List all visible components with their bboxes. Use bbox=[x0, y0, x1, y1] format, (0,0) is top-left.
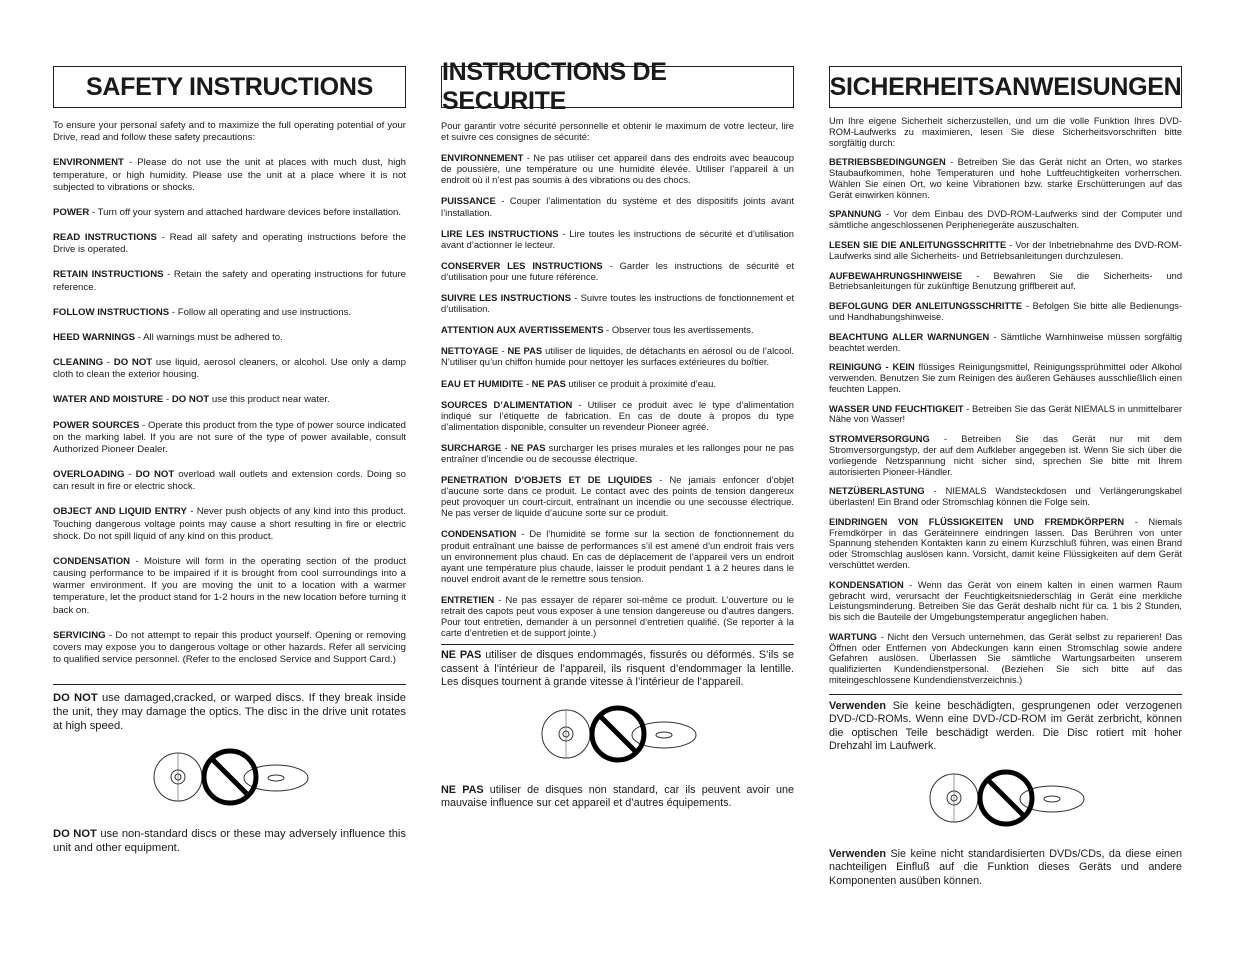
item-heading: CONSERVER LES INSTRUCTIONS bbox=[441, 259, 603, 271]
instruction-item: WARTUNG - Nicht den Versuch unternehmen, das Gerät selbst zu reparieren! Das Öffnen oder Entfernen von Abdeckungen kann einen Stromschlag sowie andere Gefahren auslösen. Überlassen Sie sämtliche Wartungsarbeiten unserem qualifizierten Kundendienstpersonal. (Beziehen Sie sich bitte auf das miteingeschlossene Kundendienstverzeichnis.) bbox=[829, 631, 1182, 686]
intro-text: To ensure your personal safety and to maximize the full operating potential of your Drive, read and follow these safety precautions: bbox=[53, 120, 406, 144]
instruction-item: HEED WARNINGS - All warnings must be adhered to. bbox=[53, 331, 283, 343]
title-box bbox=[829, 66, 1182, 108]
item-heading: WASSER UND FEUCHTIGKEIT bbox=[829, 403, 964, 414]
instruction-item: SOURCES D’ALIMENTATION - Utiliser ce produit avec le type d’alimentation indiqué sur l’étiquette de fabrication. En cas de doute à propos du type d’alimentation disponible, consulter un revendeur Pioneer agréé. bbox=[441, 398, 794, 432]
instruction-item: ENTRETIEN - Ne pas essayer de réparer soi-même ce produit. L’ouverture ou le retrait des capots peut vous exposer à une tension dangereuse ou d’autres dangers. Pour tout entretien, demander à un personnel d’entretien qualifié. (Se reporter à la carte d’entretien et de support jointe.) bbox=[441, 593, 794, 639]
item-heading: STROMVERSORGUNG bbox=[829, 434, 930, 445]
column-french bbox=[441, 58, 794, 811]
divider bbox=[53, 684, 406, 685]
instruction-body bbox=[829, 116, 1182, 686]
item-heading: HEED WARNINGS bbox=[53, 331, 136, 343]
item-heading: LESEN SIE DIE ANLEITUNGSSCHRITTE bbox=[829, 240, 1007, 251]
instruction-item: AUFBEWAHRUNGSHINWEISE - Bewahren Sie die Sicherheits- und Betriebsanleitungen für zukünftige Benutzung griffbereit auf. bbox=[829, 270, 1182, 292]
instruction-item: READ INSTRUCTIONS - Read all safety and operating instructions before the Drive is operated. bbox=[53, 232, 406, 256]
item-heading: SURCHARGE bbox=[441, 441, 502, 453]
instruction-item: KONDENSATION - Wenn das Gerät von einem kalten in einen warmen Raum gebracht wird, verursacht der Feuchtigkeitsniederschlag in Gerät eine merkliche Leistungsminderung. Betreiben Sie das Gerät deshalb nicht für ca. 1 bis 2 Stunden, bis sich die Bauteile der Umgebungstemperatur angeglichen haben. bbox=[829, 579, 1182, 623]
item-heading: AUFBEWAHRUNGSHINWEISE bbox=[829, 270, 963, 281]
no-damaged-disc-icon bbox=[150, 747, 310, 809]
disc-warning-nonstandard: NE PAS utiliser de disques non standard, car ils peuvent avoir une mauvaise influence sur cet appareil et d’autres équipements. bbox=[441, 783, 794, 810]
page-title: SICHERHEITSANWEISUNGEN bbox=[829, 72, 1182, 101]
instruction-item: RETAIN INSTRUCTIONS - Retain the safety and operating instructions for future reference. bbox=[53, 269, 406, 293]
disc-warning-damaged: Verwenden Sie keine beschädigten, gesprungenen oder verzogenen DVD-/CD-ROMs. Wenn eine DVD-/CD-ROM im Gerät zerbricht, können die optischen Teile beschädigt werden. Die Disc rotiert mit hoher Drehzahl im Laufwerk. bbox=[829, 699, 1182, 753]
instruction-item: CONDENSATION - Moisture will form in the operating section of the product causing performance to be impaired if it is brought from cool surroundings into a warmer environment. If you are moving the unit to a location with a warmer temperature, let the product stand for 1-2 hours in the new location before turning it back on. bbox=[53, 555, 406, 616]
item-heading: BEACHTUNG ALLER WARNUNGEN bbox=[829, 331, 990, 342]
instruction-item: EINDRINGEN VON FLÜSSIGKEITEN UND FREMDKÖRPERN - Niemals Fremdkörper in das Geräteinnere eindringen lassen. Das Berühren von unter Spannung stehenden Kontakten kann zu einem Kurzschluß führen, was einen Brand oder Stromschlag auslösen kann. Vorsicht, damit keine Flüssigkeiten auf dem Gerät verschüttet werden. bbox=[829, 516, 1182, 570]
item-heading: BEFOLGUNG DER ANLEITUNGSSCHRITTE bbox=[829, 301, 1023, 312]
column-german bbox=[829, 66, 1182, 888]
item-heading: LIRE LES INSTRUCTIONS bbox=[441, 227, 559, 239]
no-damaged-disc-icon bbox=[538, 704, 698, 766]
disc-warning-damaged: NE PAS utiliser de disques endommagés, fissurés ou déformés. S’ils se cassent à l’intérieur de l’appareil, ils risquent d’endommager la lentille. Les disques tournent à grande vitesse à l’intérieur de l’appareil. bbox=[441, 649, 794, 689]
instruction-item: POWER - Turn off your system and attached hardware devices before installation. bbox=[53, 206, 402, 218]
instruction-body bbox=[441, 120, 794, 638]
item-heading: KONDENSATION bbox=[829, 579, 904, 590]
instruction-item: PUISSANCE - Couper l’alimentation du système et des dispositifs joints avant l’installation. bbox=[441, 195, 794, 218]
instruction-item: CLEANING - DO NOT use liquid, aerosol cleaners, or alcohol. Use only a damp cloth to clean the exterior housing. bbox=[53, 357, 406, 381]
instruction-item: SURCHARGE - NE PAS surcharger les prises murales et les rallonges pour ne pas entraîner d’incendie ou de secousse électrique. bbox=[441, 441, 794, 464]
instruction-item: STROMVERSORGUNG - Betreiben Sie das Gerät nur mit dem Stromversorgungstyp, der auf dem Aufkleber angegeben ist. Wenn Sie sich über die vorliegende Netzspannung nicht sicher sind, sprechen Sie bitte mit Ihrem autorisierten Pioneer-Händler. bbox=[829, 434, 1182, 477]
page-title: SAFETY INSTRUCTIONS bbox=[86, 72, 373, 101]
item-heading: NETZÜBERLASTUNG bbox=[829, 486, 925, 497]
disc-warning-nonstandard: DO NOT use non-standard discs or these may adversely influence this unit and other equipment. bbox=[53, 828, 406, 855]
item-heading: POWER SOURCES bbox=[53, 419, 140, 431]
instruction-item: OVERLOADING - DO NOT overload wall outlets and extension cords. Doing so can result in fire or electric shock. bbox=[53, 469, 407, 493]
title-box bbox=[441, 58, 794, 115]
item-heading: POWER bbox=[53, 206, 90, 218]
instruction-item: OBJECT AND LIQUID ENTRY - Never push objects of any kind into this product. Touching dangerous voltage points may cause a short resulting in fire or electric shock. Do not spill liquid of any kind on this product. bbox=[53, 506, 406, 542]
instruction-item: SUIVRE LES INSTRUCTIONS - Suivre toutes les instructions de fonctionnement et d’utilisation. bbox=[441, 292, 794, 315]
item-heading: PENETRATION D’OBJETS ET DE LIQUIDES bbox=[441, 474, 653, 486]
intro-text: Um Ihre eigene Sicherheit sicherzustellen, und um die volle Funktion Ihres DVD-ROM-Laufwerks zu maximieren, lesen Sie diese Sicherheitsvorschriften bitte sorgfältig durch: bbox=[829, 116, 1182, 148]
instruction-item: SPANNUNG - Vor dem Einbau des DVD-ROM-Laufwerks sind der Computer und sämtliche angeschlossenen Peripheriegeräte auszuschalten. bbox=[829, 209, 1182, 231]
item-heading: PUISSANCE bbox=[441, 195, 496, 207]
intro-text: Pour garantir votre sécurité personnelle et obtenir le maximum de votre lecteur, lire et suivre ces consignes de sécurité: bbox=[441, 120, 794, 143]
instruction-item: NETTOYAGE - NE PAS utiliser de liquides, de détachants en aérosol ou de l’alcool. N’utiliser qu’un chiffon humide pour nettoyer les surfaces extérieures du boîtier. bbox=[441, 345, 794, 368]
instruction-item: FOLLOW INSTRUCTIONS - Follow all operating and use instructions. bbox=[53, 306, 352, 318]
item-heading: BETRIEBSBEDINGUNGEN bbox=[829, 157, 946, 168]
instruction-item: ATTENTION AUX AVERTISSEMENTS - Observer tous les avertissements. bbox=[441, 324, 754, 336]
item-heading: RETAIN INSTRUCTIONS bbox=[53, 269, 164, 281]
item-heading: ENVIRONNEMENT bbox=[441, 152, 524, 164]
item-heading: REINIGUNG - KEIN bbox=[829, 362, 915, 373]
item-heading: CONDENSATION bbox=[53, 555, 131, 567]
instruction-item: WATER AND MOISTURE - DO NOT use this product near water. bbox=[53, 394, 330, 406]
item-heading: WATER AND MOISTURE bbox=[53, 394, 164, 406]
disc-warning-damaged: DO NOT use damaged,cracked, or warped discs. If they break inside the unit, they may damage the optics. The disc in the drive unit rotates at high speed. bbox=[53, 692, 406, 733]
instruction-item: CONSERVER LES INSTRUCTIONS - Garder les instructions de sécurité et d’utilisation pour une future référence. bbox=[441, 259, 794, 282]
divider bbox=[441, 644, 794, 645]
instruction-item: LESEN SIE DIE ANLEITUNGSSCHRITTE - Vor der Inbetriebnahme des DVD-ROM-Laufwerks sind alle Sicherheits- und Betriebsanleitungen durchzulesen. bbox=[829, 240, 1183, 261]
item-heading: ENVIRONMENT bbox=[53, 157, 124, 169]
item-heading: READ INSTRUCTIONS bbox=[53, 232, 157, 244]
page-title: INSTRUCTIONS DE SECURITE bbox=[442, 58, 667, 115]
instruction-item: BETRIEBSBEDINGUNGEN - Betreiben Sie das Gerät nicht an Orten, wo starkes Staubaufkommen, hohe Temperaturen und hohe Luftfeuchtigkeiten vorherrschen. Wählen Sie einen Ort, wo keine Vibrationen bzw. starke Erschütterungen auf das Gerät einwirken können. bbox=[829, 157, 1182, 200]
item-heading: SUIVRE LES INSTRUCTIONS bbox=[441, 292, 571, 304]
instruction-item: EAU ET HUMIDITE - NE PAS utiliser ce produit à proximité d’eau. bbox=[441, 377, 716, 389]
no-damaged-disc-icon bbox=[926, 768, 1086, 830]
disc-warning-nonstandard: Verwenden Sie keine nicht standardisierten DVDs/CDs, da diese einen nachteiligen Einfluß auf die Funktion dieses Geräts und andere Komponenten ausüben können. bbox=[829, 847, 1182, 887]
divider bbox=[829, 694, 1182, 695]
instruction-item: BEFOLGUNG DER ANLEITUNGSSCHRITTE - Befolgen Sie bitte alle Bedienungs- und Handhabungshinweise. bbox=[829, 301, 1182, 322]
instruction-item: POWER SOURCES - Operate this product from the type of power source indicated on the marking label. If you are not sure of the type of power available, consult Authorized Pioneer Dealer. bbox=[53, 419, 406, 455]
item-heading: EAU ET HUMIDITE bbox=[441, 377, 524, 389]
instruction-item: ENVIRONNEMENT - Ne pas utiliser cet appareil dans des endroits avec beaucoup de poussière, une température ou une humidité élevée. Utiliser l’appareil à un endroit où il n’est pas soumis à des vibrations ou des chocs. bbox=[441, 152, 794, 186]
title-box bbox=[53, 66, 406, 108]
instruction-item: ENVIRONMENT - Please do not use the unit at places with much dust, high temperature, or high humidity. Please use the unit at a place where it is not subjected to vibrations or shocks. bbox=[53, 157, 406, 193]
instruction-item: PENETRATION D’OBJETS ET DE LIQUIDES - Ne jamais enfoncer d’objet d’aucune sorte dans ce produit. Le contact avec des points de tension dangereux peut provoquer un court-circuit, entraînant un incendie ou une secousse électrique. Ne pas verser de liquide d’aucune sorte sur ce produit. bbox=[441, 474, 794, 519]
instruction-item: REINIGUNG - KEIN flüssiges Reinigungsmittel, Reinigungssprühmittel oder Alkohol verwenden. Benutzen Sie zum Reinigen des äußeren Gehäuses ausschließlich einen feuchten Lappen. bbox=[829, 362, 1182, 394]
item-heading: ENTRETIEN bbox=[441, 593, 495, 605]
column-english bbox=[53, 66, 406, 855]
item-heading: SERVICING bbox=[53, 629, 106, 641]
item-heading: EINDRINGEN VON FLÜSSIGKEITEN UND FREMDKÖRPERN bbox=[829, 516, 1125, 527]
item-heading: OVERLOADING bbox=[53, 469, 125, 481]
instruction-item: CONDENSATION - De l’humidité se forme sur la section de fonctionnement du produit entraînant une baisse de performances s’il est amené d’un endroit frais vers un environnement plus chaud. En cas de déplacement de l’appareil vers un endroit ayant une température plus chaude, laisser le produit pendant 1 à 2 heures dans le nouvel endroit avant de le remettre sous tension. bbox=[441, 528, 794, 584]
item-heading: CLEANING bbox=[53, 357, 104, 369]
instruction-item: NETZÜBERLASTUNG - NIEMALS Wandsteckdosen und Verlängerungskabel überlasten! Ein Brand oder Stromschlag können die Folge sein. bbox=[829, 486, 1182, 508]
item-heading: NETTOYAGE bbox=[441, 345, 499, 357]
item-heading: FOLLOW INSTRUCTIONS bbox=[53, 306, 170, 318]
instruction-item: BEACHTUNG ALLER WARNUNGEN - Sämtliche Warnhinweise müssen sorgfältig beachtet werden. bbox=[829, 331, 1182, 353]
item-heading: OBJECT AND LIQUID ENTRY bbox=[53, 506, 187, 518]
item-heading: SPANNUNG bbox=[829, 209, 882, 220]
instruction-item: SERVICING - Do not attempt to repair this product yourself. Opening or removing covers may expose you to dangerous voltage or other hazards. Refer all servicing to qualified service personnel. (Refer to the enclosed Service and Support Card.) bbox=[53, 629, 406, 666]
instruction-body bbox=[53, 120, 406, 666]
item-heading: ATTENTION AUX AVERTISSEMENTS bbox=[441, 324, 604, 336]
item-heading: CONDENSATION bbox=[441, 528, 517, 540]
instruction-item: WASSER UND FEUCHTIGKEIT - Betreiben Sie das Gerät NIEMALS in unmittelbarer Nähe von Wasser! bbox=[829, 403, 1182, 425]
item-heading: WARTUNG bbox=[829, 631, 878, 642]
instruction-item: LIRE LES INSTRUCTIONS - Lire toutes les instructions de sécurité et d’utilisation avant d’actionner le lecteur. bbox=[441, 227, 794, 250]
item-heading: SOURCES D’ALIMENTATION bbox=[441, 398, 573, 410]
